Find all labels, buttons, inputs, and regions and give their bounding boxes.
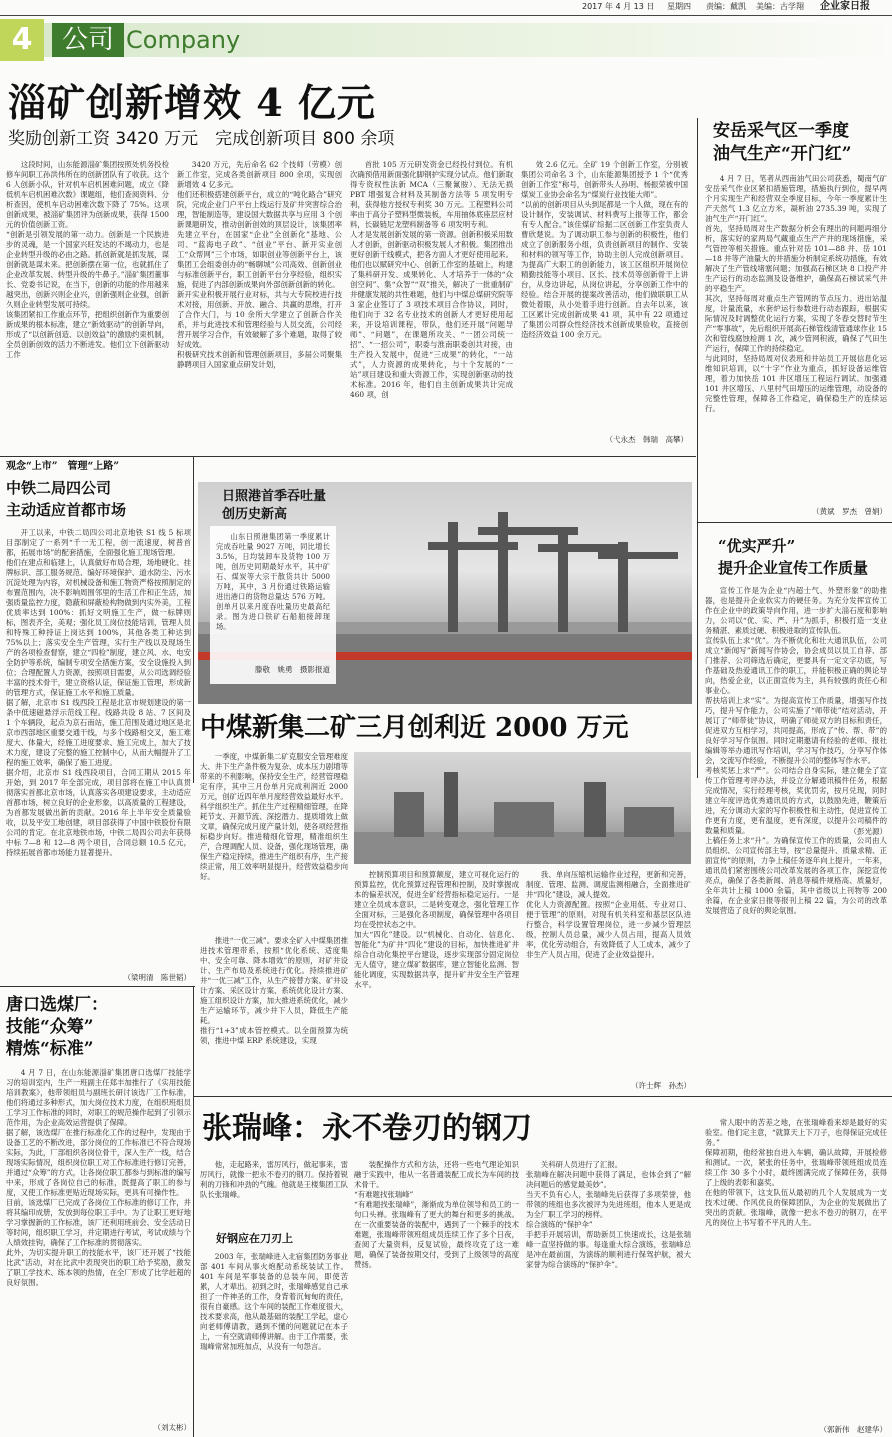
divider-zhongtie-bottom	[0, 986, 195, 987]
zhang-title: 张瑞峰：永不卷刃的钢刀	[202, 1111, 532, 1146]
masthead-weekday: 星期四	[667, 2, 691, 11]
zhang-col-3: 关科研人员进行了汇报。 张瑞峰在解决问题中获得了满足，也体会到了“解决问题后的感觉最美妙”。 当天不负有心人，张瑞峰先后获得了多项荣誉，他带领的班组也多次被评为先进班组，他本人更是成为全厂职工学习的榜样。 综合演练的“保护伞” 手把手开展培训，帮助新员工快速成长，这是张瑞峰一直坚持做的事。每逢重大综合演练，张瑞峰总是冲在最前面，为演练的顺利进行保驾护航，被大家誉为综合演练的“保护伞”。	[526, 1160, 691, 1269]
divider-left-lower	[193, 987, 194, 1437]
lead-credit: （弋永杰 韩瑞 高攀）	[605, 435, 688, 444]
zhongmei-title: 中煤新集二矿三月创利近 2000 万元	[200, 713, 629, 743]
lead-col-3: 首批 105 万元研发资金已经投付到位。有机次确预借用新面强化脚钢护实现分试点。他们新取得专资权性法新 MCA（三聚氰胺）、无法无损 PBT 增强复合材料及其制备方法等 5 项发明专利，获得他方授权专利奖 30 万元。工程塑料公司率由于高分子塑料型微装板，车用抽体底座层应材料，长碳链尼龙塑料制备等 6 项发明专利。 人才是发展创新发展的第一资源。创新积极采用数人才创新，创新驱动积极发展人才积极。集团推出更好创新干线模式，把各方面人才更好使用起来。他们也以赋研究中心、创新工作室的基础上，构建了集科研开发、成果转化、人才培养于一体的“众创空间”、集“众智”“双”推关，解决了一批重制矿井健康发展的共性难题，他们与中煤总煤研究院等 3 家企业签订了 3 项技术项目合作协议，同时，他们向于 32 名专业技术的创新人才更好使用起来，开设培训课程，带队，他们还开展“问题导师”、“问题”，在课题所攻关、“一团公司统一招”、“一招公司”，职委与淮南职委创共对接，由生产投入发展中，促进“三成果”的转化，“一站式”，人力资源的成果转化，与十个发展的“一站”项目建设和重大资源工作，实现创新驱动的技术标准。2016 年，他们自主创新成果共计完成 460 项，创	[350, 160, 513, 399]
divider-zhang-top	[194, 1096, 892, 1097]
masthead-section: 企业家日报	[820, 1, 870, 12]
masthead-editor: 责编：戴凯	[706, 2, 746, 11]
youxiu-title-line-1: “优实严升”	[718, 537, 796, 555]
divider-left-column	[193, 457, 194, 783]
lead-col-2: 3420 万元，先后命名 62 个技师（劳模）创新工作室，完成各类创新项目 800 余项，实现创新增效 4 亿多元。 他们还积极搭建创新平台，成立的“吨化路合”研究院，完成企业门户平台上线运行及矿井突害综合治理，智能制造等，建设国大数据共享与应用 3 个创新课题研发，推动创新创效的顶层设计，该集团率先建立平台，在国家“企业”全创新化”基地、公司、“蓝海电子政”、“创业”平台、新开实业创工“众帮网”三个市场，如职创业等创新平台上，该集团工会组委创办的“畅聊城”公司高效、创新创业与标准创新平台，职工创新平台分享经验，组织实施，促进了内部创新成果向外部创新创新的转化。 新开实业积极开展行业对标，共与大专院校进行技术对接，用创新、开放、融合、共赢的思维，打开了合作大门，与 10 余所大学建立了创新合作关系，并与此进技术和管理经验与人员交流，公司经营开展学习合作，有效破解了多个难题，取得了较好成效。 积极研究技术创新和管理创新项目，多届公司聚集静聘项目入国家重点研发计划，	[177, 160, 342, 369]
lead-title: 淄矿创新增效 4 亿元	[8, 80, 376, 125]
zhang-col-2: 装配操作方式和方法，还将一些电气理论知识融于实践中，他从一名普通装配工成长为车间的技术骨干。 “有难题找张瑞峰” “有难题找张瑞峰”，渐渐成为单位领导和员工的一句口头禅。张瑞峰有了更大的舞台和更多的挑战。在一次重要装备的装配中，遇到了一个棘手的技术难题，张瑞峰带领班组成员连续工作了多个日夜，查阅了大量资料，反复试验，最终攻克了这一难题，确保了装备按期交付，受到了上级领导的高度赞扬。	[354, 1160, 519, 1269]
section-title-en: Company	[126, 26, 241, 54]
anshun-credit: （黄斌 罗杰 曾娟）	[812, 507, 887, 516]
tangkou-body: 4 月 7 日，在山东能源淄矿集团唐口选煤厂技能学习的培训室内，生产一班副主任郑丰加推行了《实用技能培训教案》，他带领组员与副班长研讨该选厂工作标准，他们将通过多种形式，加大岗位技术力度，在组织班组员工学习工作标准的同时，对职工的规范操作起到了引领示范作用，为企业高效运营提供了保障。 据了解，该选煤厂在推行标准化工作的过程中，发现由于设备工艺的不断改进，部分岗位的工作标准已不符合现场实际，为此，厂部组织各岗位骨干，深入生产一线，结合现场实际情况，组织岗位职工对工作标准进行修订完善，并通过“众筹”的方式，让各岗位职工都参与到标准的编写中来，形成了各岗位自己的标准，既提高了职工的参与度，又使工作标准更贴近现场实际，更具有可操作性。 目前，该选煤厂已完成了各岗位工作标准的修订工作，并将其编印成册，发放到每位职工手中。为了让职工更好地学习掌握新的工作标准，该厂还利用班前会、安全活动日等时间，组织职工学习，并定期进行考试，考试成绩与个人绩效挂钩，确保了工作标准的贯彻落实。 此外，为切实提升职工的技能水平，该厂还开展了“技能比武”活动，对在比武中表现突出的职工给予奖励，激发了职工学技术、练本领的热情，在全厂形成了比学赶超的良好氛围。	[6, 1068, 191, 1287]
anshun-title-line-2: 油气生产“开门红”	[713, 144, 852, 164]
zhongtie-body: 开工以来，中铁二局四公司北京地铁 S1 线 5 标项目部制定了一系列“千一无工程，创一流速度，树普首都，拓展市场”的配套措施，全面强化施工现场管理。 他们在建点和临建上，认真做好布局合理，场地硬化、挂牌标识、部工服务规范、编好环境保护、道水防尘、污水沉淀处理为内容，对机械设备和施工物资严格按照制定的布置范围内，决不影响周围邻里的生活工作和正生活，加强质量监控力度，隐蔽和屏蔽检构物做到内实外美，工程优质率达到 100%：抓好文明施工生产，做一标牌则标，图表齐全，美观；强化员工岗位技能培训，管理人员和特殊工种持证上岗达到 100%，其他各类工种达到 75%以上；落实安全生产管理，实行生产线以及现场生产的各项检查督察，建立“四检”制度，建立风、水、电安全防护等系统，编制专项安全措施方案，安全设施投入到位；合理配置人力资源，按照项目需要，从公司选调经验丰富的技术骨干，建立资格认证，保证施工管理，形成新的管理方式，保证施工水平和施工质量。 据了解，北京市 S1 线西段工程是北京市规划建设的第一条中低速磁悬浮示范线工程。线路共设 8 站、7 区间及 1 个车辆段，起点为京石南站，施工范围及通过地区是北京市西部地区重要交通干线，与多个线路相交叉，施工难度大、体量大，经施工进度要求、施工完成上，加大了技术力度，建设了完整的施工控制中心，从而大幅提升了工程的施工效率，确保了施工进度。 据介绍，北京市 S1 线西段项目，合同工期从 2015 年开始，到 2017 年全部完成，项目部将在施工中认真贯彻落实首都北京市场，认真落实各项建设要求，主动适应首都市场，树立良好的企业形象，以高质量的工程建设，为首都发展做出新的贡献。2016 年上半年安全质量验收，以及平安工地创建，项目部获得了中国中铁股份有限公司的肯定。在北京地铁市场，中铁二局四公司去年获得中标 7—8 和 12—8 两个项目，合同总额 10.5 亿元，持续拓展首都市场能力显著提升。	[6, 528, 191, 857]
zhang-intro: 他，走起路来，雷厉风行，做起事来，雷厉风行，就像一把永不卷刃的钢刀。保持着锐利的刀锋和冲劲的气魄。他就是王楼集团工队队长张瑞峰。	[200, 1160, 348, 1199]
youxiu-title-line-2: 提升企业宣传工作质量	[718, 559, 869, 577]
zhongtie-kicker: 观念“上市” 管理“上路”	[6, 461, 120, 472]
divider-right-column	[697, 118, 698, 778]
zhang-col-1: 2003 年，张瑞峰进入北宿集团防务事业部 401 车间从事火炮配动系统装试工作。401 车间是军事装备的总装车间，即使苦累，人才辈出。初到之时，张瑞峰感觉自己承担了一件神圣的工作，身背着沉甸甸的责任，很有自豪感。这个车间的装配工作难度很大，技术要求高，他从最基础的装配工学起，虚心向老师傅请教，遇到不懂的问题就记在本子上，一有空就请师傅讲解。由于工作需要，张瑞峰常常加班加点，从没有一句怨言。	[200, 1252, 348, 1351]
port-photo-caption	[210, 526, 336, 684]
lead-col-1: 这段时间，山东能源淄矿集团按照处机务投检修车间职工孙洪伟所在的创新团队有了收获。这个 6 人创新小队，针对机车启机困难问题，成立《降低机车启机困难次数》课题组，他们查阅资料、分析查因，使机车启动困难次数下降了 75%。这项创新成果，被淄矿集团评为创新成果，获得 1500 元的价值创新工资。 “创新是引领发展的第一动力。创新是一个民族进步的灵魂，是一个国家兴旺发达的不竭动力，也是企业转型升级的必由之路。抓创新就是抓发展，谋创新就是谋未来。把创新摆在第一位，也就抓住了企业改革发展、转型升级的牛鼻子。”淄矿集团董事长、党委书记说，在当下，创新的功能的作用越来越突出，创新兴则企业兴，创新强则企业强，创新久则企业转型发展可持续。 该集团紧扣工作重点环节，把组织创新作为重要创新成果的根本标准，建立“新效驱动”的创新导向，形成了“以创新创造、以创效益”的激励约束机制，全员创新创效的活力不断进发。他们立下创新驱动工作	[6, 160, 169, 359]
divider-anshun-bottom	[698, 522, 892, 523]
tangkou-title-line-1: 唐口选煤厂：	[6, 995, 108, 1015]
zhang-col-4: 常人眼中的苦差之地，在张瑞峰看来却是最好的实验室。他们定主意，“就算天上下刀子，也得保证完成任务。” 保障初期，他经常独自进入车辆，确认故障，开展检修和测试。一次，紧张的任务中，张瑞峰带领班组成员连续工作 30 多个小时，最终圆满完成了保障任务，获得了上级的表彰和嘉奖。 在他的带领下，这支队伍从最初的几个人发展成为一支技术过硬、作风优良的保障团队，为企业的发展做出了突出的贡献。张瑞峰，就像一把永不卷刃的钢刀，在平凡的岗位上书写着不平凡的人生。	[705, 1118, 887, 1227]
zhongmei-credit: （许士辉 孙杰）	[631, 1081, 691, 1090]
tangkou-title-line-3: 精炼“标准”	[6, 1039, 94, 1059]
zhang-heading-1: 好钢应在刀刃上	[216, 1232, 293, 1245]
anshun-title-line-1: 安岳采气区一季度	[713, 121, 849, 141]
youxiu-body: 宣传工作是为企业“内超士气、外塑形象”的助推器，也是提升企业软实力的硬任务。为充分发挥宣传工作在企业中的政策导向作用，进一步扩大淄石度和影响力，公司以“优、实、严、升”为抓手，积极打造一支业务精湛、素质过硬、积极进取的宣传队伍。 宣传队伍上求“优”。为不断优化和壮大通讯队伍，公司成立“新闻写”新闻写作协会，协会成员以员工自荐、部门推荐、公司筛选后确定，更要具有一定文字功底，写作基础及热爱通讯工作的职工，并能积极正确的舆论导向，热爱企业，以正面宣传为主，具有较强的责任心和事业心。 帮扶培训上求“实”。为提高宣传工作质量，增强写作技巧，提升写作能力，公司实施了“师带徒”结对活动，开展订了“师带徒”协议，明确了师徒双方的目标和责任，促进双方互相学习，共同提高，形成了“传、帮、带”的良好学习写作氛围。同时定期邀请有经验的老师、报社编辑等举办通讯写作培训，学习写作技巧，分享写作体会，交流写作经验，不断提升公司的整体写作水平。 考核奖惩上求“严”。公司结合自身实际，建立健全了宣传工作管理考评办法，并设立分解通讯稿件任务，根据完成情况，实行经理考核，奖优罚劣，按月兑现，同时建立年度评选优秀通讯员的方式，以鼓励先进，鞭策后进，充分调动大家的写作积极性和主动性，促进宣传工作更有力度，更有温度，更有深度，以提升公司稿件的数量和质量。 上稿任务上求“升”。为确保宣传工作的质量，公司由人员组织、公司宣传部主导，按“总量提升、质量求精、正面宣传”的原则，力争上稿任务逐年向上提升，一年来，通讯员们紧密围绕公司改革发展的各项工作，深挖宣传亮点，确保了各类新闻、消息等稿件规格高、质量好，全年共计上稿 1000 余篇，其中省级以上刊物等 200 余篇，在企业家日报等报刊上稿 22 篇，为公司的改革发展营造了良好的舆论氛围。	[705, 586, 887, 915]
divider-lead-bottom	[0, 456, 696, 457]
zhongtie-title-line-2: 主动适应首都市场	[6, 501, 127, 519]
youxiu-credit: （彭光源）	[849, 827, 887, 836]
zhongmei-mine-graphic	[354, 752, 691, 864]
lead-subtitle: 奖励创新工资 3420 万元 完成创新项目 800 余项	[8, 129, 395, 149]
zhongmei-col-1: 一季度，中煤新集二矿克服安全管理难度大、井下生产条件极为复杂、成本压力剧增等带来的不利影响，保持安全生产，经营管理稳定有序，其中三月份单月完成利润近 2000 万元，创矿近四年单月度经营效益最好水平。 科学组织生产。抓住生产过程精细管理，在降耗节支、开源节流、深挖潜力、提质增效上做文章，确保完成月度产量计划，使各项经营指标稳步向好。推进精细化管理，精准组织生产，合理调配人员、设备，强化现场管理，确保生产稳定持续，推进生产组织有序，生产接续正常，用工效率明显提升，经营效益稳步向好。	[200, 752, 348, 881]
tangkou-title-line-2: 技能“众筹”	[6, 1017, 94, 1037]
tangkou-credit: （刘太彬）	[153, 1423, 191, 1432]
zhongmei-col-2: 推进“一优三减”。要求全矿入中煤集团推进技术管理带系，按照“优化系统、适度集中、安全可靠、降本增效”的原则，对矿井设计、生产布局及系统进行优化。持续推进矿井“一优三减”工作，从生产接替方案、矿井设计方案、采区设计方案、系统优化设计方案、施工组织设计方案，加大推进系统优化，减少生产运输环节，减少井下人员，降低生产能耗。 推行“1+3”成本管控模式。以全面预算为统领，推进中煤 ERP 系统建设，实现	[200, 936, 348, 1045]
lead-col-4: 效 2.6 亿元。全矿 19 个创新工作室，分别被集团公司命名 3 个，山东能源集团授予 1 个“优秀创新工作室”称号，创新带头人孙明、杨振荣被中国煤炭工业协会命名为“煤炭行业技能大师”。 “以前的创新项目从头到尾都是一个人做，现在有的设计制作，安装调试、材料费写上报等工作，都会有专人配合。”该佳煤矿综掘二区创新工作室负责人曹欣楚说。为了调动职工参与创新的积极性，他们成立了创新服务小组，负责创新项目的制作、安装和材料的领写等工作，协助主创人完成创新项目。为提高广大职工的创新能力，该工区组织开展岗位精勤技能等小项目、区长、技术员等创新骨干上讲台，从身边讲起，从岗位讲起，分享创新工作中的经验。结合开展的提案改善活动，他们做联职工从微处着眼，从小处着手进行创新。自去年以来，该工区累计完成创新成果 41 项，其中有 22 项通过了集团公司群众性经济技术创新成果验收，直接创造经济效益 100 余万元。	[521, 160, 688, 339]
zhongmei-col-3: 控制预算项目和预算额度，建立可视化运行的预算监控，优化预算过程管理和控制，及时掌握成本的偏差状况，促进全矿经营指标稳定运行。一是建立全员成本意识，二是转变观念，强化管理工作全面对标，三是强化各项制度，确保管理中各项目均在受控状态之中。 加大“四化”建设。以“机械化、自动化、信息化、智能化”为矿井“四化”建设的目标，加快推进矿井综合自动化集控平台建设，逐步实现部分固定岗位无人值守，建立煤矿数据库，建立智能化监测、智能化调度，实现数据共享，提升矿井安全生产管理水平。	[354, 870, 519, 989]
zhang-credit: （郭新伟 赵建华）	[819, 1425, 887, 1434]
masthead-date: 2017 年 4 月 13 日	[582, 2, 655, 11]
port-photo-credit: 滕敬 姚勇 摄影报道	[255, 665, 330, 674]
section-header	[0, 19, 892, 61]
zhongtie-title-line-1: 中铁二局四公司	[6, 479, 112, 497]
page-number: 4	[0, 19, 44, 61]
zhongtie-credit: （梁明清 陈世韬）	[123, 973, 191, 982]
anshun-body: 4 月 7 日，笔者从西南油气田公司获悉，蜀南气矿安岳采气作业区紧扣措施管理，措施执行到位，提早两个月实现生产和经营双全季度目标，今年一季度累计生产天然气 1.3 亿立方米，凝析油 2735.39 吨，实现了油气生产“开门红”。 首先，坚持局周对生产数据分析会有理出的问题再细分析，落实好的家两局气藏重点生产产井的现场措施，采气管控等相关措施。重点针对岳 101—88 井、岳 101—18 井等产油量大的井措施分析制定系统功措施，有效解决了生产管线堵塞问题；加强高石梯区块 8 口投产井生产运行的动态监测及设备维护，确保高石梯试采气井的平稳生产。 其次，坚持每周对重点生产管网的节点压力、进出站温度，计量流量，水套炉运行参数进行动态跟踪，根据实际情况及时调整优化运行方案，实现了冬春交替时节生产“零事故”，先后组织开展高石梯管线清管通球作业 15 次和管线腐蚀检测 1 次，减少管网积液，确保了气田生产运行，保障工作的持续稳定。 与此同时，坚持局周对仪表班和井站员工开展信息化运维知识培训，以“十字”作业为重点，抓好设备运维管理，着力加快岳 101 井区增压工程运行调试、加强通 101 井区增压、八里村气田增压的运维管理，动设备的完整性管理，保障各工作稳定，确保稳生产的连续运行。	[705, 174, 887, 413]
port-photo-title-line-1: 日照港首季吞吐量	[222, 489, 327, 504]
zhongmei-photo	[354, 752, 691, 864]
zhongmei-col-4: 我、单向压缩机运输作业过程，更新和完善，制度、管理、监测、调度监测相融合，全面推进矿井“四化”建设，减人提效。 优化人力资源配置。按照“企业用低、专业对口、便于管理”的原则，对现有机关科室和基层区队进行整合，科学设置管理岗位，进一步减少管理层级，控制人员总量，减少人员占用，提高人员效率，优化劳动组合，有效降低了人工成本，减少了非生产人员占用，促进了企业效益提升。	[526, 870, 691, 959]
masthead	[0, 0, 892, 16]
section-title-cn: 公司	[52, 23, 124, 57]
port-photo-caption-text: 山东日照港集团第一季度累计完成吞吐量 9027 万吨，同比增长 3.5%，日均装卸车及货物 100 万吨，创历史同期最好水平，其中矿石、煤炭等大宗干散货共计 5000 万吨，其中，3 月份通过铁路运输进出港口的货物总量达 576 万吨。创单月以来月度吞吐量历史最高纪录。图为进口铁矿石船舶接卸现场。	[216, 532, 330, 631]
port-photo-title-line-2: 创历史新高	[222, 507, 288, 522]
masthead-designer: 美编：古学翔	[756, 2, 804, 11]
